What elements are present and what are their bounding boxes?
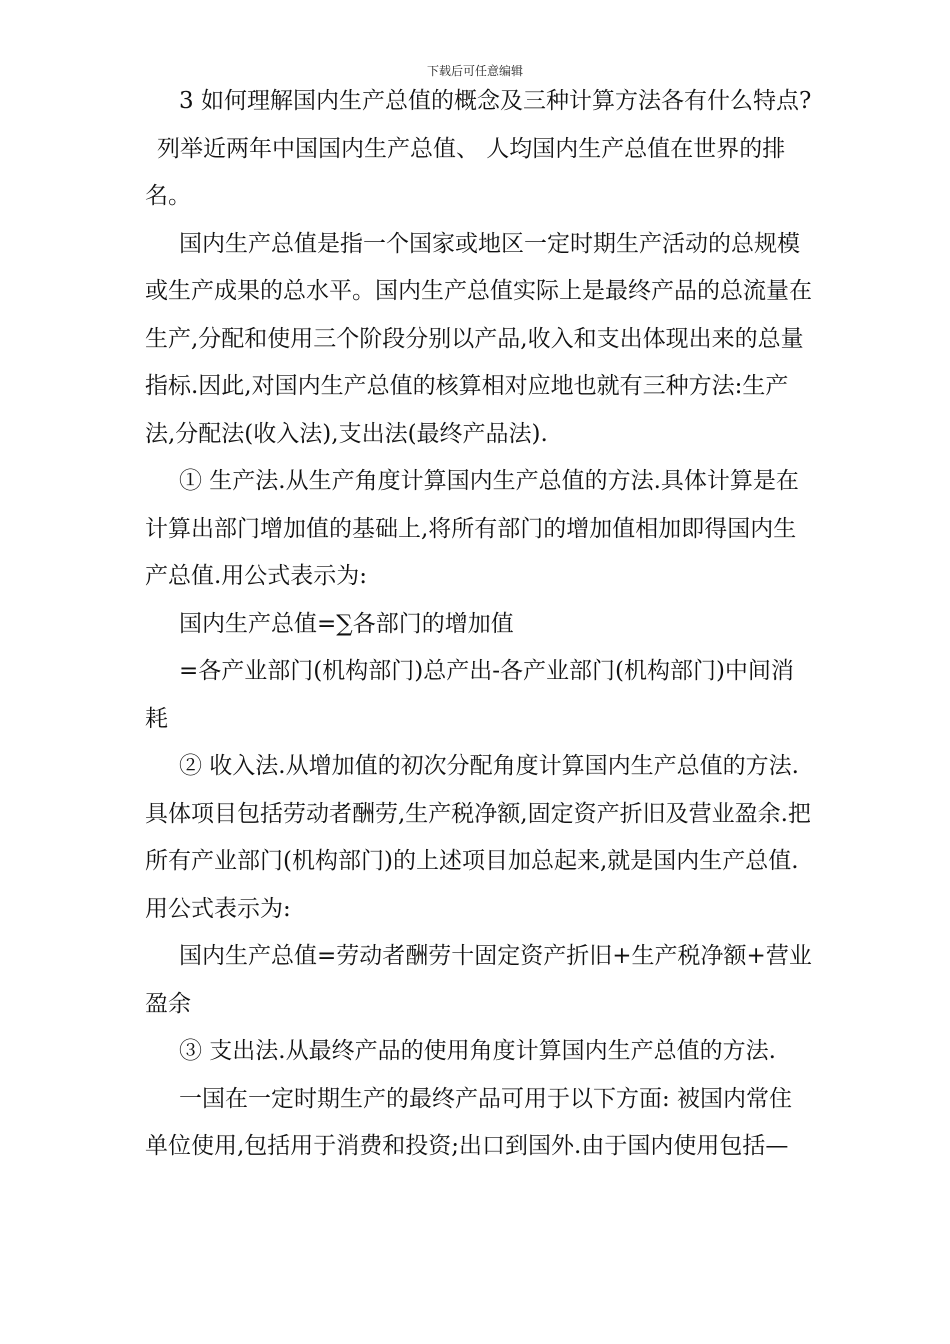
paragraph-method-expenditure: ③ 支出法.从最终产品的使用角度计算国内生产总值的方法.	[179, 1038, 776, 1064]
question-line-2: 列举近两年中国国内生产总值、 人均国内生产总值在世界的排	[157, 135, 786, 162]
paragraph-final-product-uses: 一国在一定时期生产的最终产品可用于以下方面: 被国内常住单位使用,包括用于消费和投资;出口到国外.由于国内使用包括—	[145, 1085, 793, 1159]
question-line-3: 名。	[145, 183, 191, 209]
page-header-note: 下载后可任意编辑	[426, 64, 523, 78]
paragraph-method-production: ① 生产法.从生产角度计算国内生产总值的方法.具体计算是在计算出部门增加值的基础上,将所有部门的增加值相加即得国内生产总值.用公式表示为:	[145, 468, 799, 589]
formula-production-sum: 国内生产总值=∑各部门的增加值	[179, 610, 514, 637]
formula-production-detail: =各产业部门(机构部门)总产出-各产业部门(机构部门)中间消耗	[145, 658, 794, 732]
document-body	[145, 78, 813, 1171]
paragraph-intro: 国内生产总值是指一个国家或地区一定时期生产活动的总规模或生产成果的总水平。国内生产总值实际上是最终产品的总流量在生产,分配和使用三个阶段分别以产品,收入和支出体现出来的总量指标.因此,对国内生产总值的核算相对应地也就有三种方法:生产法,分配法(收入法),支出法(最终产品法).	[145, 230, 812, 447]
question-line-1: 3 如何理解国内生产总值的概念及三种计算方法各有什么特点?	[179, 88, 812, 114]
formula-income: 国内生产总值=劳动者酬劳十固定资产折旧+生产税净额+营业盈余	[145, 943, 812, 1017]
paragraph-method-income: ② 收入法.从增加值的初次分配角度计算国内生产总值的方法.具体项目包括劳动者酬劳,生产税净额,固定资产折旧及营业盈余.把所有产业部门(机构部门)的上述项目加总起来,就是国内生产总值.用公式表示为:	[145, 753, 811, 922]
